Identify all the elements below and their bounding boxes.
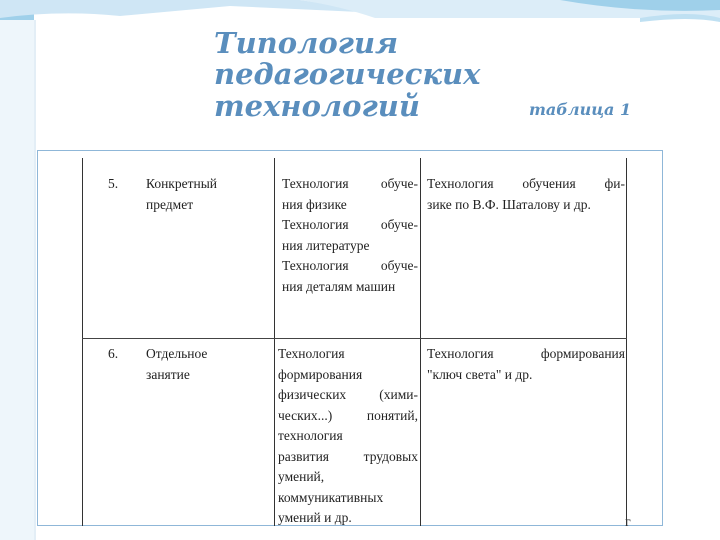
row-6-number: 6. xyxy=(108,346,119,361)
title-line-2-wrapper xyxy=(214,88,634,123)
row-6-tech-line: развития трудовых xyxy=(278,448,418,464)
row-5-tech-line: Технология обуче- xyxy=(282,258,418,273)
stray-mark: г xyxy=(625,515,631,530)
table-column-divider-2 xyxy=(420,158,421,526)
row-5-subject-line: предмет xyxy=(146,196,194,212)
row-5-technologies xyxy=(282,174,418,297)
row-5-tech-line: Технология обуче- xyxy=(282,176,418,191)
row-5-tech-line: Технология обуче- xyxy=(282,217,418,232)
row-6-tech-line: Технология xyxy=(278,346,345,361)
row-5-tech-line: ния деталям машин xyxy=(282,278,396,294)
row-6-subject-line: Отдельное xyxy=(146,346,208,361)
row-6-example-line: Технология формирования xyxy=(427,346,625,361)
row-5-subject xyxy=(146,174,266,215)
row-6-tech-line: ческих...) понятий, xyxy=(278,407,418,423)
row-6-tech-line: умений, xyxy=(278,469,325,484)
slide-title xyxy=(214,28,634,122)
row-6-tech-line: формирования xyxy=(278,366,363,382)
row-6-examples xyxy=(427,344,625,385)
title-line-2: технологий xyxy=(214,88,420,123)
table-border-left xyxy=(82,158,83,526)
table-border-right xyxy=(626,158,627,526)
table-column-divider-1 xyxy=(274,158,275,526)
technology-typology-table xyxy=(82,158,627,526)
row-5-examples xyxy=(427,174,625,215)
row-5-tech-line: ния литературе xyxy=(282,237,370,253)
row-6-tech-line: умений и др. xyxy=(278,510,352,525)
table-row-divider xyxy=(82,338,627,339)
row-6-subject xyxy=(146,344,266,385)
row-5-example-line: зике по В.Ф. Шаталову и др. xyxy=(427,196,591,212)
row-5-example-line: Технология обучения фи- xyxy=(427,176,625,191)
row-5-subject-line: Конкретный xyxy=(146,176,218,191)
row-6-subject-line: занятие xyxy=(146,366,190,382)
title-line-1: Типология педагогических xyxy=(214,26,481,92)
row-6-tech-line: физических (хими- xyxy=(278,387,418,402)
row-6-technologies xyxy=(278,344,418,529)
row-6-tech-line: технология xyxy=(278,428,343,443)
row-6-tech-line: коммуникативных xyxy=(278,489,384,505)
row-6-example-line: "ключ света" и др. xyxy=(427,366,533,382)
table-number-label: таблица 1 xyxy=(529,99,632,119)
row-5-tech-line: ния физике xyxy=(282,196,347,212)
row-5-number: 5. xyxy=(108,176,119,191)
